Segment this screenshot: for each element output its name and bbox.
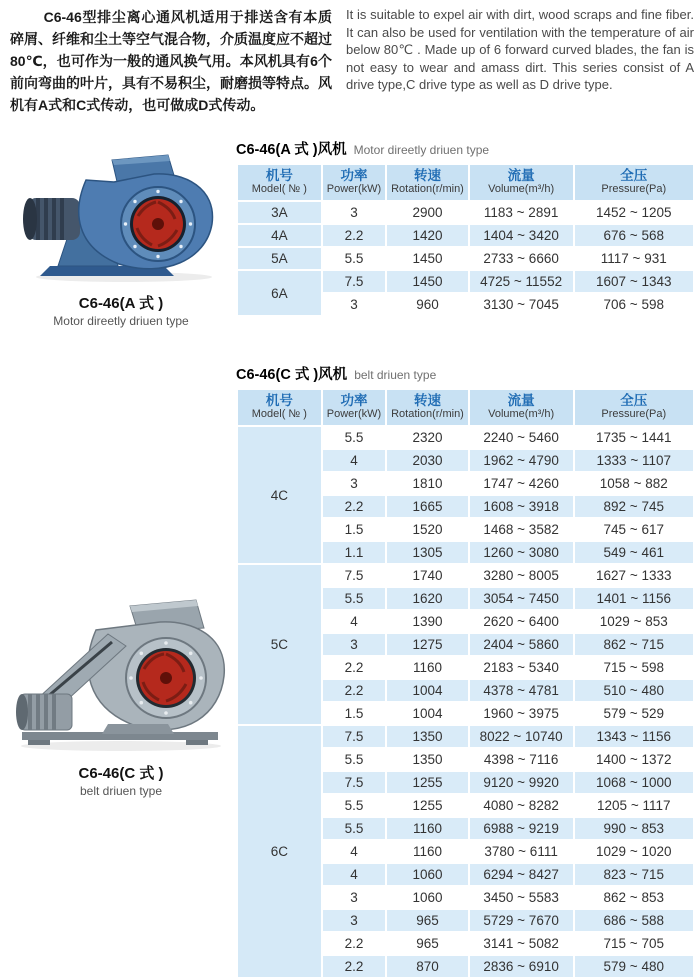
spec-cell: 1450 [387, 271, 467, 292]
spec-cell: 4725 ~ 11552 [470, 271, 573, 292]
spec-row [238, 271, 693, 292]
spec-cell: 1.1 [323, 542, 386, 563]
spec-cell: 1.5 [323, 519, 386, 540]
spec-cell: 7.5 [323, 726, 386, 747]
spec-cell: 2.2 [323, 933, 386, 954]
intro-paragraph-english: It is suitable to expel air with dirt, wood scraps and fine fiber. It can also be used for ventilation with the temperature of air below 80℃ . Made up of 6 forward curved blades, the fan is not easy to wear and amass dirt. This series consist of A drive type,C drive type as well as D drive type. [346, 7, 694, 92]
spec-cell: 3130 ~ 7045 [470, 294, 573, 315]
spec-cell: 1450 [387, 248, 467, 269]
section-a-title-zh: C6-46(A 式 )风机 [236, 142, 347, 158]
spec-cell: 1607 ~ 1343 [575, 271, 693, 292]
spec-cell: 2240 ~ 5460 [470, 427, 573, 448]
spec-cell: 2.2 [323, 225, 386, 246]
spec-cell: 2.2 [323, 657, 386, 678]
spec-cell: 676 ~ 568 [575, 225, 693, 246]
col-header-rotation: 转速 Rotation(r/min) [387, 165, 467, 200]
spec-cell: 1029 ~ 1020 [575, 841, 693, 862]
spec-cell: 5.5 [323, 818, 386, 839]
spec-row [238, 726, 693, 747]
spec-cell: 1390 [387, 611, 467, 632]
spec-cell: 2620 ~ 6400 [470, 611, 573, 632]
spec-cell: 2733 ~ 6660 [470, 248, 573, 269]
spec-cell: 960 [387, 294, 467, 315]
spec-cell: 1620 [387, 588, 467, 609]
spec-cell: 3 [323, 910, 386, 931]
col-header-power: 功率 Power(kW) [323, 390, 386, 425]
spec-cell: 1350 [387, 749, 467, 770]
spec-cell: 1160 [387, 657, 467, 678]
spec-cell: 1401 ~ 1156 [575, 588, 693, 609]
spec-cell: 1255 [387, 795, 467, 816]
spec-cell: 4 [323, 450, 386, 471]
spec-cell: 1333 ~ 1107 [575, 450, 693, 471]
motor-a [23, 198, 80, 240]
model-cell: 5C [238, 565, 321, 724]
spec-cell: 892 ~ 745 [575, 496, 693, 517]
model-cell: 3A [238, 202, 321, 223]
spec-table-a-body [238, 202, 693, 315]
spec-cell: 745 ~ 617 [575, 519, 693, 540]
spec-cell: 3141 ~ 5082 [470, 933, 573, 954]
spec-cell: 2.2 [323, 956, 386, 977]
spec-cell: 1747 ~ 4260 [470, 473, 573, 494]
spec-cell: 5.5 [323, 795, 386, 816]
spec-cell: 990 ~ 853 [575, 818, 693, 839]
spec-cell: 1420 [387, 225, 467, 246]
spec-cell: 2.2 [323, 496, 386, 517]
spec-cell: 3280 ~ 8005 [470, 565, 573, 586]
figure-c-caption: C6-46(C 式 ) [78, 765, 164, 782]
spec-cell: 870 [387, 956, 467, 977]
table-header-row [238, 390, 693, 425]
spec-cell: 1260 ~ 3080 [470, 542, 573, 563]
spec-cell: 579 ~ 480 [575, 956, 693, 977]
spec-cell: 2030 [387, 450, 467, 471]
spec-cell: 1452 ~ 1205 [575, 202, 693, 223]
spec-cell: 5.5 [323, 749, 386, 770]
spec-cell: 7.5 [323, 271, 386, 292]
spec-cell: 3 [323, 202, 386, 223]
spec-cell: 715 ~ 598 [575, 657, 693, 678]
spec-cell: 1305 [387, 542, 467, 563]
spec-cell: 1060 [387, 887, 467, 908]
spec-cell: 4378 ~ 4781 [470, 680, 573, 701]
spec-cell: 5.5 [323, 248, 386, 269]
spec-cell: 1058 ~ 882 [575, 473, 693, 494]
spec-cell: 1.5 [323, 703, 386, 724]
spec-cell: 1735 ~ 1441 [575, 427, 693, 448]
figure-fan-a [14, 152, 228, 328]
col-header-rotation: 转速 Rotation(r/min) [387, 390, 467, 425]
col-header-model: 机号 Model( № ) [238, 165, 321, 200]
model-cell: 5A [238, 248, 321, 269]
spec-cell: 1160 [387, 841, 467, 862]
col-header-pressure: 全压 Pressure(Pa) [575, 165, 693, 200]
spec-cell: 1343 ~ 1156 [575, 726, 693, 747]
spec-cell: 3 [323, 294, 386, 315]
table-header-row [238, 165, 693, 200]
figure-c-subcaption: belt driuen type [79, 784, 163, 798]
spec-cell: 965 [387, 933, 467, 954]
spec-cell: 862 ~ 853 [575, 887, 693, 908]
spec-cell: 1004 [387, 703, 467, 724]
spec-cell: 549 ~ 461 [575, 542, 693, 563]
spec-cell: 1160 [387, 818, 467, 839]
spec-cell: 1740 [387, 565, 467, 586]
figure-fan-c [8, 596, 234, 798]
spec-row [238, 565, 693, 586]
spec-cell: 1255 [387, 772, 467, 793]
spec-cell: 1962 ~ 4790 [470, 450, 573, 471]
intro-paragraph-chinese: C6-46型排尘离心通风机适用于排送含有本质碎屑、纤维和尘土等空气混合物，介质温度应不超过80℃，也可作为一般的通风换气用。本风机具有6个前向弯曲的叶片，具有不易积尘，耐磨损等特点。风机有A式和C式传动，也可做成D式传动。 [10, 9, 332, 113]
model-cell: 4A [238, 225, 321, 246]
spec-cell: 6294 ~ 8427 [470, 864, 573, 885]
spec-cell: 4 [323, 864, 386, 885]
spec-cell: 965 [387, 910, 467, 931]
spec-cell: 510 ~ 480 [575, 680, 693, 701]
spec-cell: 1404 ~ 3420 [470, 225, 573, 246]
section-a-type [236, 138, 695, 317]
section-a-title-en: Motor direetly driuen type [353, 143, 490, 157]
spec-cell: 1350 [387, 726, 467, 747]
spec-cell: 5.5 [323, 588, 386, 609]
spec-cell: 715 ~ 705 [575, 933, 693, 954]
spec-cell: 4 [323, 611, 386, 632]
spec-cell: 5.5 [323, 427, 386, 448]
spec-cell: 823 ~ 715 [575, 864, 693, 885]
fan-c-illustration [8, 596, 234, 754]
spec-row [238, 427, 693, 448]
spec-cell: 686 ~ 588 [575, 910, 693, 931]
spec-cell: 8022 ~ 10740 [470, 726, 573, 747]
spec-cell: 7.5 [323, 565, 386, 586]
model-cell: 4C [238, 427, 321, 563]
spec-cell: 2836 ~ 6910 [470, 956, 573, 977]
section-c-title [236, 363, 695, 384]
spec-cell: 3450 ~ 5583 [470, 887, 573, 908]
spec-table-c [236, 388, 695, 979]
col-header-power: 功率 Power(kW) [323, 165, 386, 200]
spec-cell: 579 ~ 529 [575, 703, 693, 724]
model-cell: 6C [238, 726, 321, 977]
section-c-type [236, 363, 695, 979]
section-c-title-en: belt driuen type [354, 368, 437, 382]
spec-cell: 3 [323, 473, 386, 494]
section-a-title [236, 138, 695, 159]
section-c-title-zh: C6-46(C 式 )风机 [236, 367, 348, 383]
spec-cell: 706 ~ 598 [575, 294, 693, 315]
spec-cell: 1665 [387, 496, 467, 517]
spec-cell: 2404 ~ 5860 [470, 634, 573, 655]
spec-cell: 5729 ~ 7670 [470, 910, 573, 931]
spec-cell: 1608 ~ 3918 [470, 496, 573, 517]
spec-cell: 1400 ~ 1372 [575, 749, 693, 770]
spec-row [238, 225, 693, 246]
col-header-volume: 流量 Volume(m³/h) [470, 165, 573, 200]
spec-cell: 4398 ~ 7116 [470, 749, 573, 770]
spec-cell: 2.2 [323, 680, 386, 701]
motor-c [16, 694, 72, 730]
spec-cell: 9120 ~ 9920 [470, 772, 573, 793]
spec-cell: 1004 [387, 680, 467, 701]
spec-cell: 1117 ~ 931 [575, 248, 693, 269]
spec-cell: 1810 [387, 473, 467, 494]
col-header-volume: 流量 Volume(m³/h) [470, 390, 573, 425]
spec-cell: 1029 ~ 853 [575, 611, 693, 632]
spec-row [238, 202, 693, 223]
spec-cell: 1520 [387, 519, 467, 540]
spec-cell: 3 [323, 634, 386, 655]
col-header-pressure: 全压 Pressure(Pa) [575, 390, 693, 425]
figure-a-subcaption: Motor direetly driuen type [53, 314, 189, 328]
spec-cell: 3 [323, 887, 386, 908]
spec-cell: 7.5 [323, 772, 386, 793]
spec-cell: 3780 ~ 6111 [470, 841, 573, 862]
spec-table-c-body [238, 427, 693, 977]
spec-cell: 2183 ~ 5340 [470, 657, 573, 678]
spec-cell: 1183 ~ 2891 [470, 202, 573, 223]
spec-cell: 3054 ~ 7450 [470, 588, 573, 609]
figure-a-caption: C6-46(A 式 ) [78, 295, 164, 312]
spec-cell: 1960 ~ 3975 [470, 703, 573, 724]
intro-section [10, 6, 694, 116]
spec-cell: 4 [323, 841, 386, 862]
spec-cell: 1060 [387, 864, 467, 885]
spec-cell: 1275 [387, 634, 467, 655]
col-header-model: 机号 Model( № ) [238, 390, 321, 425]
spec-cell: 1468 ~ 3582 [470, 519, 573, 540]
spec-cell: 862 ~ 715 [575, 634, 693, 655]
spec-row [238, 248, 693, 269]
fan-a-illustration [14, 152, 228, 284]
spec-cell: 6988 ~ 9219 [470, 818, 573, 839]
model-cell: 6A [238, 271, 321, 315]
spec-cell: 1627 ~ 1333 [575, 565, 693, 586]
spec-cell: 2320 [387, 427, 467, 448]
spec-cell: 2900 [387, 202, 467, 223]
spec-cell: 4080 ~ 8282 [470, 795, 573, 816]
spec-cell: 1068 ~ 1000 [575, 772, 693, 793]
spec-table-a [236, 163, 695, 317]
spec-cell: 1205 ~ 1117 [575, 795, 693, 816]
